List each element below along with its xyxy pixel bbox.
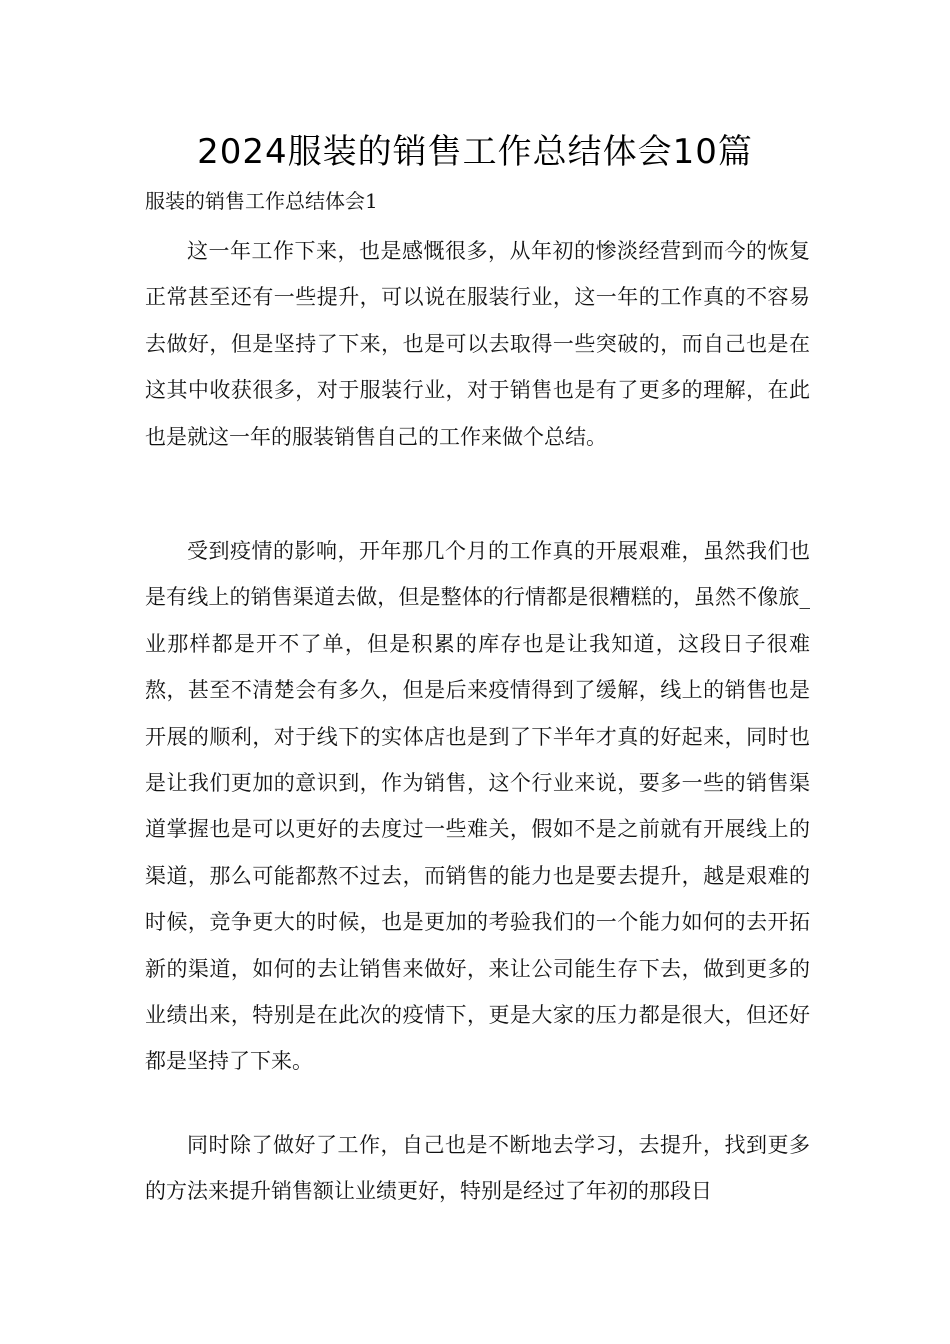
- paragraph-3: 同时除了做好了工作，自己也是不断地去学习，去提升，找到更多的方法来提升销售额让业绩更好，特别是经过了年初的那段日: [145, 1133, 810, 1204]
- paragraph-1: 这一年工作下来，也是感慨很多，从年初的惨淡经营到而今的恢复正常甚至还有一些提升，可以说在服装行业，这一年的工作真的不容易去做好，但是坚持了下来，也是可以去取得一些突破的，而自己也是在这其中收获很多，对于服装行业，对于销售也是有了更多的理解，在此也是就这一年的服装销售自己的工作来做个总结。: [145, 239, 810, 449]
- document-title: 2024服装的销售工作总结体会10篇: [197, 132, 753, 172]
- paragraph-2: 受到疫情的影响，开年那几个月的工作真的开展艰难，虽然我们也是有线上的销售渠道去做，但是整体的行情都是很糟糕的，虽然不像旅_业那样都是开不了单，但是积累的库存也是让我知道，这段日子很难熬，甚至不清楚会有多久，但是后来疫情得到了缓解，线上的销售也是开展的顺利，对于线下的实体店也是到了下半年才真的好起来，同时也是让我们更加的意识到，作为销售，这个行业来说，要多一些的销售渠道掌握也是可以更好的去度过一些难关，假如不是之前就有开展线上的渠道，那么可能都熬不过去，而销售的能力也是要去提升，越是艰难的时候，竞争更大的时候，也是更加的考验我们的一个能力如何的去开拓新的渠道，如何的去让销售来做好，来让公司能生存下去，做到更多的业绩出来，特别是在此次的疫情下，更是大家的压力都是很大，但还好都是坚持了下来。: [145, 539, 810, 1074]
- section-heading: 服装的销售工作总结体会1: [145, 189, 378, 213]
